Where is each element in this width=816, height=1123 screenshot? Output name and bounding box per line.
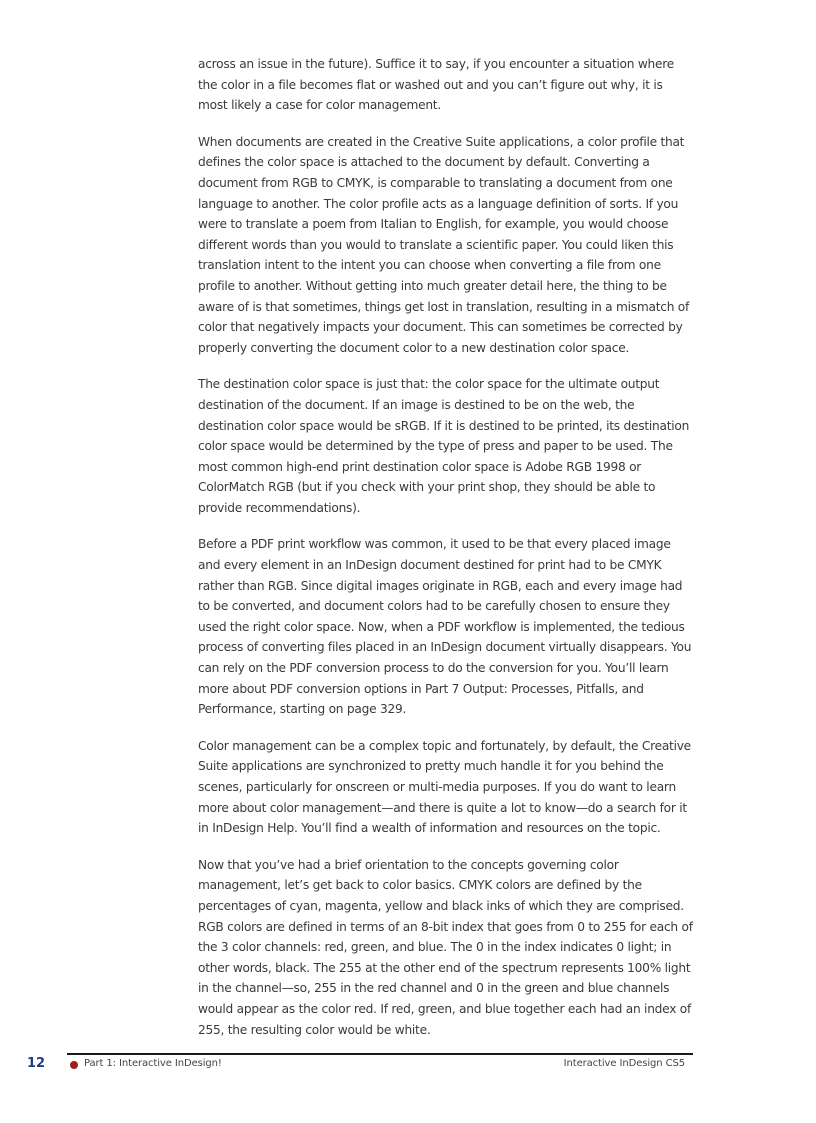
body-paragraph-4: Before a PDF print workflow was common, it used to be that every placed image and every element in an InDesign document destined for print had to be CMYK rather than RGB. Since digital images originate in RGB, each and every image had to be converted, and document colors had to be carefully chosen to ensure they used the right color space. Now, when a PDF workflow is implemented, the tedious process of converting files placed in an InDesign document virtually disappears. You can rely on the PDF conversion process to do the conversion for you. You’ll learn more about PDF conversion options in Part 7 Output: Processes, Pitfalls, and Performance, starting on page 329. <box>198 537 692 717</box>
body-paragraph-3: The destination color space is just that: the color space for the ultimate output destination of the document. If an image is destined to be on the web, the destination color space would be sRGB. If it is destined to be printed, its destination color space would be determined by the type of press and paper to be used. The most common high-end print destination color space is Adobe RGB 1998 or ColorMatch RGB (but if you check with your print shop, they should be able to provide recommendations). <box>198 377 690 515</box>
body-paragraph-2: When documents are created in the Creative Suite applications, a color profile that defines the color space is attached to the document by default. Converting a document from RGB to CMYK, is comparable to translating a document from one language to another. The color profile acts as a language definition of sorts. If you were to translate a poem from Italian to English, for example, you would choose different words than you would to translate a scientific paper. You could liken this translation intent to the intent you can choose when converting a file from one profile to another. Without getting into much greater detail here, the thing to be aware of is that sometimes, things get lost in translation, resulting in a mismatch of color that negatively impacts your document. This can sometimes be corrected by properly converting the document color to a new destination color space. <box>198 134 690 355</box>
body-paragraph-6: Now that you’ve had a brief orientation to the concepts governing color management, let’s get back to color basics. CMYK colors are defined by the percentages of cyan, magenta, yellow and black inks of which they are comprised. RGB colors are defined in terms of an 8-bit index that goes from 0 to 255 for each of the 3 color channels: red, green, and blue. The 0 in the index indicates 0 light; in other words, black. The 255 at the other end of the spectrum represents 100% light in the channel—so, 255 in the red channel and 0 in the green and blue channels would appear as the color red. If red, green, and blue together each had an index of 255, the resulting color would be white. <box>198 857 693 1037</box>
book-title: Interactive InDesign CS5 <box>563 1058 685 1069</box>
red-bullet-icon <box>70 1061 78 1069</box>
page-body <box>198 54 694 1056</box>
section-label: Part 1: Interactive InDesign! <box>84 1058 222 1069</box>
body-paragraph-5: Color management can be a complex topic and fortunately, by default, the Creative Suite applications are synchronized to pretty much handle it for you behind the scenes, particularly for onscreen or multi-media purposes. If you do want to learn more about color management—and there is quite a lot to know—do a search for it in InDesign Help. You’ll find a wealth of information and resources on the topic. <box>198 738 691 836</box>
footer-divider <box>67 1053 693 1055</box>
body-paragraph-1: across an issue in the future). Suffice it to say, if you encounter a situation where the color in a file becomes flat or washed out and you can’t figure out why, it is most likely a case for color management. <box>198 57 674 113</box>
page-number: 12 <box>27 1056 46 1071</box>
